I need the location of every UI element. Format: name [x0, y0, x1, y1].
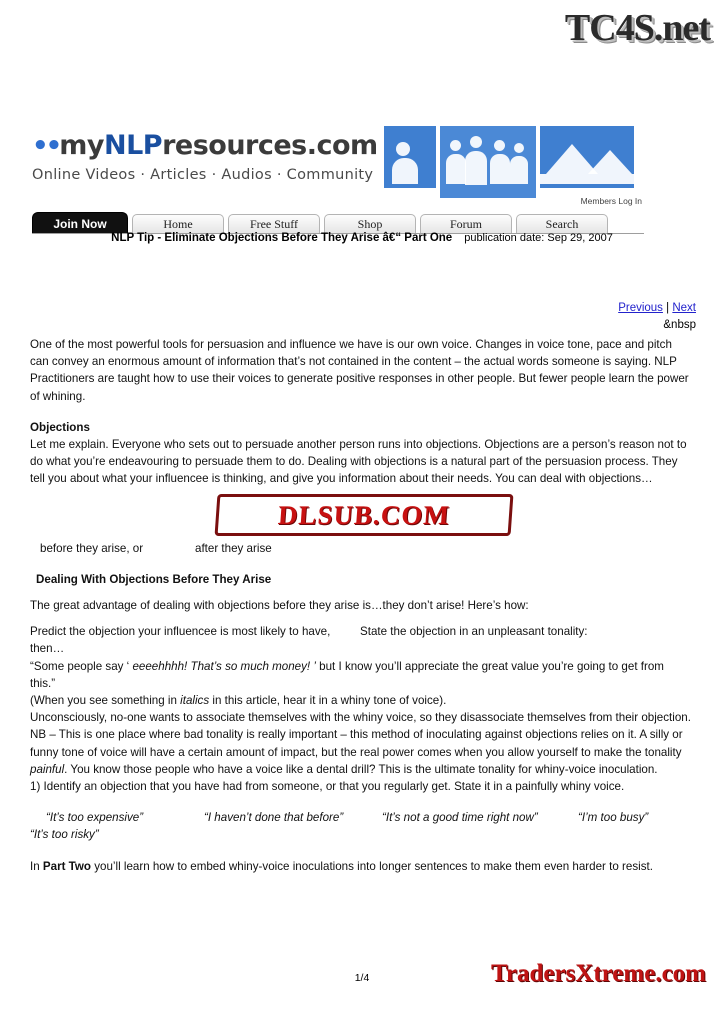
paragraph-intro: One of the most powerful tools for persuasion and influence we have is our own voice. Changes in voice tone, pace and pitch can convey an enormous amount of information that’s not contained in the content – the actual words someone is saying. NLP Practitioners are taught how to use their voices to generate positive responses in other people. But fewer people learn the power of whining.	[30, 338, 689, 403]
banner-image-person-icon	[384, 126, 436, 188]
article-title-line	[0, 232, 724, 244]
banner-image-landscape-icon	[540, 126, 634, 188]
example-objection: “It’s too risky”	[30, 828, 99, 842]
example-objections-row-1	[30, 809, 692, 826]
tradersxtreme-watermark: TradersXtreme.com	[491, 960, 706, 987]
example-objection: “It’s too expensive”	[46, 811, 144, 825]
article-body	[30, 336, 692, 875]
options-columns	[30, 540, 692, 557]
paragraph-closing	[30, 858, 692, 875]
italics-note-tail: in this article, hear it in a whiny tone of voice).	[209, 694, 447, 708]
nav-item-free-stuff[interactable]: Free Stuff	[228, 214, 320, 234]
paragraph-quote	[30, 658, 692, 692]
logo-dots: ••	[32, 131, 60, 161]
next-link[interactable]: Next	[672, 302, 696, 314]
logo-my: my	[59, 130, 104, 161]
article-title: NLP Tip - Eliminate Objections Before They Arise â€“ Part One	[111, 232, 453, 244]
quote-lead: “Some people say ‘	[30, 659, 133, 673]
quote-italic: eeeehhhh! That’s so much money! ’	[132, 659, 316, 673]
nbsp-text: &nbsp	[663, 319, 696, 331]
heading-objections: Objections	[30, 420, 90, 434]
banner-image-group-icon	[440, 126, 536, 198]
nav-item-forum[interactable]: Forum	[420, 214, 512, 234]
logo-rest: resources.com	[162, 130, 378, 161]
previous-link[interactable]: Previous	[618, 302, 663, 314]
closing-tail: you’ll learn how to embed whiny-voice inoculations into longer sentences to make them even harder to resist.	[91, 859, 653, 873]
site-banner	[32, 130, 644, 235]
example-objection: “I haven’t done that before”	[204, 811, 344, 825]
closing-lead: In	[30, 859, 43, 873]
unconscious-lead: Unconsciously, no-one wants to associate themselves with the whiny voice, so they disassociate themselves from their objection. NB – This is one place where bad tonality is really important – this method of inoculating against objections relies on it. A silly or funny tone of voice will have a certain amount of impact, but the real power comes when you allow yourself to make the tonality	[30, 711, 691, 759]
article-pager	[618, 302, 696, 314]
paragraph-italics-note	[30, 692, 692, 709]
option-after: after they arise	[195, 541, 272, 555]
example-objection: “I’m too busy”	[578, 811, 649, 825]
state-objection-text: State the objection in an unpleasant tonality:	[360, 625, 588, 639]
logo-wordmark	[32, 130, 382, 161]
painful-word: painful	[30, 762, 65, 776]
nav-item-shop[interactable]: Shop	[324, 214, 416, 234]
pager-separator: |	[666, 302, 670, 314]
nav-item-join-now[interactable]: Join Now	[32, 212, 128, 234]
predict-objection-text: Predict the objection your influencee is most likely to have, then…	[30, 625, 331, 656]
paragraph-unconscious	[30, 709, 692, 778]
heading-dealing-with-objections: Dealing With Objections Before They Arise	[36, 572, 272, 586]
tc4s-watermark: TC4S.net	[564, 7, 710, 49]
nav-item-home[interactable]: Home	[132, 214, 224, 234]
quote-tail: but I know you’ll appreciate the great value you’re going to get from this.”	[30, 659, 664, 690]
paragraph-step1: 1) Identify an objection that you have had from someone, or that you regularly get. State it in a painfully whiny voice.	[30, 780, 625, 794]
nav-item-search[interactable]: Search	[516, 214, 608, 234]
example-objection: “It’s not a good time right now”	[382, 811, 538, 825]
site-logo[interactable]	[32, 130, 382, 183]
publication-date: publication date: Sep 29, 2007	[464, 232, 613, 244]
members-login-link[interactable]: Members Log In	[580, 196, 642, 206]
banner-images	[384, 126, 634, 198]
italics-note-lead: (When you see something in	[30, 694, 181, 708]
option-before: before they arise, or	[40, 541, 144, 555]
paragraph-objections: Let me explain. Everyone who sets out to persuade another person runs into objections. Objections are a person’s reason not to do what you’re endeavouring to persuade them to do. Dealing with objections is a natural part of the persuasion process. They tell you about what your influencee is thinking, and give you information about their needs. You can deal with objections…	[30, 438, 687, 486]
page-number: 1/4	[354, 972, 370, 984]
site-navigation	[32, 212, 608, 234]
unconscious-tail: . You know those people who have a voice like a dental drill? This is the ultimate tonality for whiny-voice inoculation.	[64, 762, 658, 776]
paragraph-advantage: The great advantage of dealing with objections before they arise is…they don’t arise! Here’s how:	[30, 599, 529, 613]
logo-nlp: NLP	[103, 130, 163, 161]
part-two-label: Part Two	[42, 859, 91, 873]
italics-word: italics	[180, 694, 210, 708]
predict-state-columns	[30, 623, 692, 657]
site-tagline: Online Videos · Articles · Audios · Community	[32, 167, 374, 183]
dlsub-watermark: DLSUB.COM	[215, 494, 514, 536]
